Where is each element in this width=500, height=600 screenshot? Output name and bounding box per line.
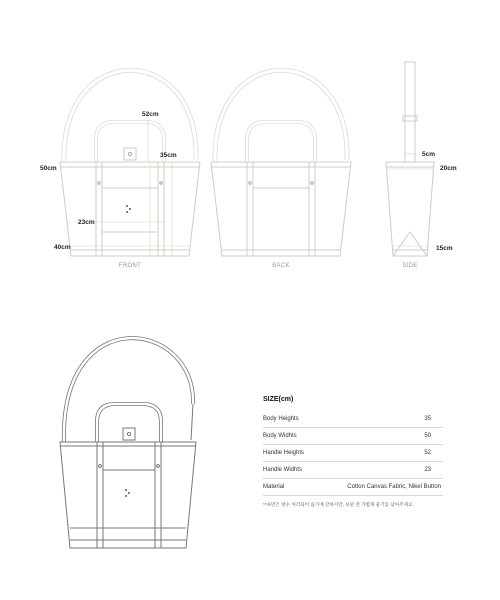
front-strap-length-label: 52cm bbox=[142, 111, 159, 118]
size-row-label: Body Widhts bbox=[263, 433, 297, 439]
size-row-body-heights bbox=[263, 411, 443, 428]
size-row-label: Material bbox=[263, 484, 285, 490]
size-row-value: 35 bbox=[424, 416, 431, 422]
size-row-value: 50 bbox=[424, 433, 431, 439]
size-row-value: Cotton Canvas Fabric, Nikel Button bbox=[347, 484, 441, 490]
perspective-view bbox=[60, 338, 196, 548]
side-view-label: SIDE bbox=[402, 263, 418, 269]
size-row-handle-heights bbox=[263, 445, 443, 462]
front-body-height-label: 35cm bbox=[160, 152, 177, 159]
side-body-height-label: 20cm bbox=[440, 165, 457, 172]
front-bottom-width-label: 40cm bbox=[54, 244, 71, 251]
size-row-label: Body Heights bbox=[263, 416, 299, 422]
front-total-height-label: 50cm bbox=[40, 165, 57, 172]
size-row-label: Handle Heights bbox=[263, 450, 305, 456]
care-note: **속면은 방수 처리되어 습기에 강하지만, 보관 전 가볍게 물기를 닦아주세요. bbox=[263, 502, 414, 507]
side-view bbox=[386, 62, 434, 256]
side-gusset-label: 15cm bbox=[436, 245, 453, 252]
front-handle-width-label: 23cm bbox=[78, 219, 95, 226]
front-view bbox=[60, 70, 200, 256]
side-strap-width-label: 5cm bbox=[422, 151, 436, 158]
size-row-body-widths bbox=[263, 428, 443, 445]
size-row-material bbox=[263, 479, 443, 496]
front-view-label: FRONT bbox=[118, 263, 142, 269]
back-view-label: BACK bbox=[272, 263, 290, 269]
size-table-title: SIZE(cm) bbox=[263, 396, 294, 403]
back-view bbox=[211, 70, 351, 256]
size-row-value: 52 bbox=[424, 450, 431, 456]
size-row-label: Handle Widhts bbox=[263, 467, 303, 473]
size-table bbox=[263, 396, 443, 508]
size-row-handle-widths bbox=[263, 462, 443, 479]
size-row-value: 23 bbox=[424, 467, 431, 473]
